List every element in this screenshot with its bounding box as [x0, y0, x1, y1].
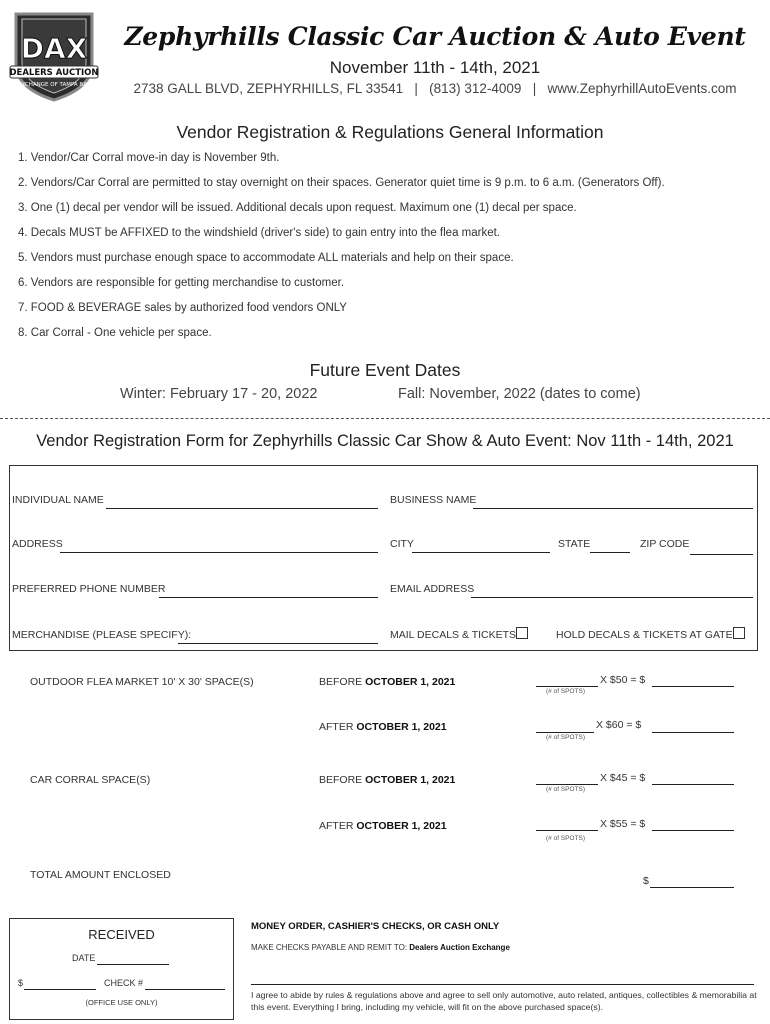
flea-after-spots-field[interactable] — [536, 720, 594, 733]
corral-before-spots-field[interactable] — [536, 772, 598, 785]
individual-name-label: INDIVIDUAL NAME — [12, 494, 104, 506]
registration-box — [9, 465, 758, 651]
total-dollar-sign: $ — [643, 875, 649, 887]
dax-logo — [6, 6, 102, 102]
future-fall: Fall: November, 2022 (dates to come) — [398, 386, 641, 402]
business-name-field[interactable] — [473, 496, 753, 509]
event-dates: November 11th - 14th, 2021 — [329, 58, 541, 77]
merchandise-label: MERCHANDISE (PLEASE SPECIFY): — [12, 629, 192, 641]
corral-after-amount-field[interactable] — [652, 818, 734, 831]
flea-after-price: X $60 = $ — [596, 719, 642, 731]
total-amount-field[interactable] — [650, 875, 734, 888]
state-field[interactable] — [590, 540, 630, 553]
spots-note: (# of SPOTS) — [546, 786, 586, 793]
rules-list — [18, 150, 758, 350]
flea-after-label: AFTER OCTOBER 1, 2021 — [319, 721, 447, 733]
amount-received-field[interactable] — [24, 977, 96, 990]
flea-market-label: OUTDOOR FLEA MARKET 10' X 30' SPACE(S) — [30, 676, 254, 688]
signature-field[interactable] — [251, 972, 754, 985]
date-label: DATE — [72, 953, 96, 963]
agreement-text: I agree to abide by rules & regulations above and agree to sell only automotive, auto related, antiques, collectibles & memorabilia at this event. Everything I bring, including my vehicle, will fit on the above purchased space(s). — [251, 990, 757, 1012]
spots-note: (# of SPOTS) — [546, 835, 586, 842]
email-label: EMAIL ADDRESS — [390, 583, 475, 595]
spots-note: (# of SPOTS) — [546, 688, 586, 695]
form-title: Vendor Registration Form for Zephyrhills Classic Car Show & Auto Event: Nov 11th - 14th, 2021 — [36, 432, 734, 450]
address-label: ADDRESS — [12, 538, 63, 550]
event-address: 2738 GALL BLVD, ZEPHYRHILLS, FL 33541 | (813) 312-4009 | www.ZephyrhillAutoEvents.com — [133, 81, 737, 96]
dollar-sign: $ — [18, 978, 24, 988]
car-corral-label: CAR CORRAL SPACE(S) — [30, 774, 151, 786]
payment-methods: MONEY ORDER, CASHIER'S CHECKS, OR CASH ONLY — [251, 921, 500, 932]
check-number-field[interactable] — [145, 977, 225, 990]
mail-decals-checkbox[interactable] — [516, 627, 528, 639]
total-label: TOTAL AMOUNT ENCLOSED — [30, 869, 171, 881]
rule-item: 1. Vendor/Car Corral move-in day is November 9th. — [18, 152, 280, 164]
rules-heading: Vendor Registration & Regulations General Information — [176, 122, 604, 142]
individual-name-field[interactable] — [106, 496, 378, 509]
corral-before-amount-field[interactable] — [652, 772, 734, 785]
hold-decals-label: HOLD DECALS & TICKETS AT GATE — [556, 629, 733, 641]
state-label: STATE — [558, 538, 591, 550]
corral-after-price: X $55 = $ — [600, 818, 646, 830]
rule-item: 7. FOOD & BEVERAGE sales by authorized food vendors ONLY — [18, 302, 347, 314]
rule-item: 2. Vendors/Car Corral are permitted to stay overnight on their spaces. Generator quiet time is 9 p.m. to 6 a.m. (Generators Off). — [18, 177, 665, 189]
corral-before-price: X $45 = $ — [600, 772, 646, 784]
mail-decals-label: MAIL DECALS & TICKETS — [390, 629, 517, 641]
payable-note: MAKE CHECKS PAYABLE AND REMIT TO: Dealers Auction Exchange — [251, 943, 510, 952]
spots-note: (# of SPOTS) — [546, 734, 586, 741]
phone-label: PREFERRED PHONE NUMBER — [12, 583, 166, 595]
received-label: RECEIVED — [88, 927, 155, 942]
city-label: CITY — [390, 538, 414, 550]
flea-before-amount-field[interactable] — [652, 674, 734, 687]
rule-item: 8. Car Corral - One vehicle per space. — [18, 327, 212, 339]
future-winter: Winter: February 17 - 20, 2022 — [120, 386, 318, 402]
rule-item: 3. One (1) decal per vendor will be issued. Additional decals upon request. Maximum one (1) decal per space. — [18, 202, 577, 214]
office-use-note: (OFFICE USE ONLY) — [85, 998, 158, 1007]
logo-text: DAX — [20, 32, 88, 65]
flea-before-label: BEFORE OCTOBER 1, 2021 — [319, 676, 456, 688]
address-field[interactable] — [60, 540, 378, 553]
zip-label: ZIP CODE — [640, 538, 690, 550]
corral-after-label: AFTER OCTOBER 1, 2021 — [319, 820, 447, 832]
check-label: CHECK # — [104, 978, 144, 988]
email-field[interactable] — [471, 585, 753, 598]
rule-item: 5. Vendors must purchase enough space to accommodate ALL materials and help on their space. — [18, 252, 514, 264]
flea-before-spots-field[interactable] — [536, 674, 598, 687]
corral-before-label: BEFORE OCTOBER 1, 2021 — [319, 774, 456, 786]
flea-before-price: X $50 = $ — [600, 674, 646, 686]
rule-item: 4. Decals MUST be AFFIXED to the windshield (driver's side) to gain entry into the flea market. — [18, 227, 500, 239]
date-field[interactable] — [97, 952, 169, 965]
business-name-label: BUSINESS NAME — [390, 494, 477, 506]
corral-after-spots-field[interactable] — [536, 818, 598, 831]
hold-decals-checkbox[interactable] — [733, 627, 745, 639]
rule-item: 6. Vendors are responsible for getting merchandise to customer. — [18, 277, 345, 289]
future-heading: Future Event Dates — [309, 360, 461, 380]
zip-field[interactable] — [690, 542, 753, 555]
cut-line — [0, 418, 770, 419]
city-field[interactable] — [412, 540, 550, 553]
logo-ribbon: DEALERS AUCTION — [9, 68, 99, 78]
event-title: Zephyrhills Classic Car Auction & Auto Event — [124, 22, 746, 51]
logo-sub: EXCHANGE OF TAMPA BAY — [18, 82, 90, 88]
merchandise-field[interactable] — [178, 631, 378, 644]
phone-field[interactable] — [159, 585, 378, 598]
flea-after-amount-field[interactable] — [652, 720, 734, 733]
